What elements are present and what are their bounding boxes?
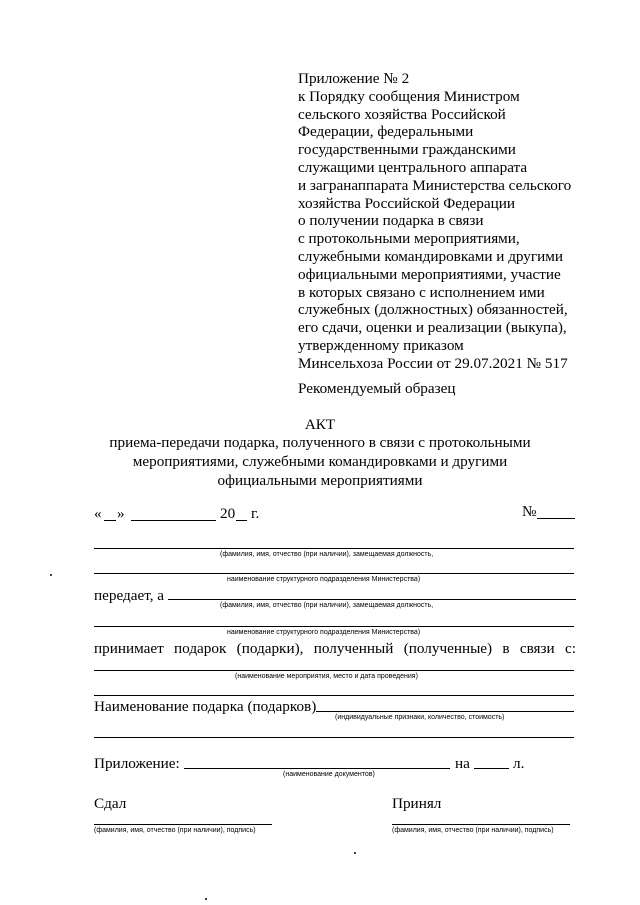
receiver-department-field[interactable]: [94, 626, 574, 627]
event-field[interactable]: [94, 670, 574, 671]
header-line: его сдачи, оценки и реализации (выкупа),: [298, 319, 567, 337]
scan-speck: [205, 898, 207, 900]
act-number-field[interactable]: [537, 518, 575, 519]
act-subtitle-line: официальными мероприятиями: [217, 472, 423, 489]
header-line: о получении подарка в связи: [298, 212, 484, 230]
on-label: на: [455, 755, 470, 772]
accepts-word: полученный: [313, 640, 394, 657]
accepts-word: связи: [519, 640, 555, 657]
act-subtitle: [60, 433, 580, 490]
pages-label: л.: [513, 755, 525, 772]
header-line: с протокольными мероприятиями,: [298, 230, 520, 248]
transferor-department-caption: наименование структурного подразделения Министерства): [227, 576, 421, 583]
attachment-documents-field[interactable]: [184, 768, 450, 769]
handed-label: Сдал: [94, 795, 127, 812]
act-subtitle-line: мероприятиями, служебными командировками и другими: [132, 453, 508, 470]
handed-signature-field[interactable]: [94, 824, 272, 825]
sample-label: Рекомендуемый образец: [298, 380, 456, 397]
year-suffix: г.: [251, 505, 260, 522]
header-line: официальными мероприятиями, участие: [298, 265, 561, 283]
appendix-header: [298, 70, 588, 373]
header-line: служебных (должностных) обязанностей,: [298, 301, 568, 319]
gift-features-field-extra[interactable]: [94, 737, 574, 738]
month-field[interactable]: [131, 520, 216, 521]
transferor-department-field[interactable]: [94, 573, 574, 574]
header-line: служебными командировками и другими: [298, 247, 564, 265]
gift-features-caption: (индивидуальные признаки, количество, стоимость): [335, 714, 505, 721]
header-line: государственными гражданскими: [298, 141, 516, 159]
accepts-word: с:: [564, 640, 576, 657]
header-line: Минсельхоза России от 29.07.2021 № 517: [298, 354, 568, 372]
act-title: АКТ: [304, 416, 336, 433]
page-count-field[interactable]: [474, 768, 509, 769]
act-subtitle-line: приема-передачи подарка, полученного в связи с протокольными: [109, 434, 531, 451]
transfers-label: передает, а: [94, 587, 165, 604]
received-signature-field[interactable]: [392, 824, 570, 825]
receiver-department-caption: наименование структурного подразделения Министерства): [227, 629, 421, 636]
received-label: Принял: [392, 795, 442, 812]
header-line: утвержденному приказом: [298, 336, 464, 354]
header-line: служащими центрального аппарата: [298, 158, 528, 176]
accepts-word: подарок: [174, 640, 227, 657]
accepts-word: в: [502, 640, 510, 657]
header-line: и загранаппарата Министерства сельского: [298, 176, 572, 194]
event-field-extra[interactable]: [94, 695, 574, 696]
scan-speck: [354, 852, 356, 854]
transferor-fio-caption: (фамилия, имя, отчество (при наличии), замещаемая должность,: [220, 551, 434, 558]
receiver-fio-caption: (фамилия, имя, отчество (при наличии), замещаемая должность,: [220, 602, 434, 609]
date-open-quote: «: [94, 505, 102, 522]
year-field[interactable]: [236, 520, 247, 521]
header-line: Федерации, федеральными: [298, 123, 474, 141]
header-line: хозяйства Российской Федерации: [298, 194, 515, 212]
header-line: Приложение № 2: [298, 70, 410, 87]
received-signature-caption: (фамилия, имя, отчество (при наличии), подпись): [392, 827, 554, 834]
day-field[interactable]: [104, 520, 116, 521]
gift-features-field[interactable]: [316, 711, 574, 712]
date-close-quote: »: [117, 505, 125, 522]
header-line: к Порядку сообщения Министром: [298, 87, 520, 105]
event-caption: (наименование мероприятия, место и дата проведения): [235, 673, 418, 680]
attachment-label: Приложение:: [94, 755, 180, 772]
scan-speck: [50, 574, 52, 576]
accepts-word: (подарки),: [236, 640, 304, 657]
handed-signature-caption: (фамилия, имя, отчество (при наличии), подпись): [94, 827, 256, 834]
header-line: сельского хозяйства Российской: [298, 105, 506, 123]
receiver-fio-field[interactable]: [168, 599, 576, 600]
gift-name-label: Наименование подарка (подарков): [94, 698, 317, 715]
number-sign: №: [522, 503, 537, 520]
header-line: в которых связано с исполнением ими: [298, 283, 545, 301]
accepts-word: принимает: [94, 640, 164, 657]
accepts-line: [94, 640, 576, 658]
transferor-fio-field[interactable]: [94, 548, 574, 549]
year-prefix: 20: [220, 505, 236, 522]
attachment-documents-caption: (наименование документов): [283, 771, 375, 778]
accepts-word: (полученные): [403, 640, 493, 657]
